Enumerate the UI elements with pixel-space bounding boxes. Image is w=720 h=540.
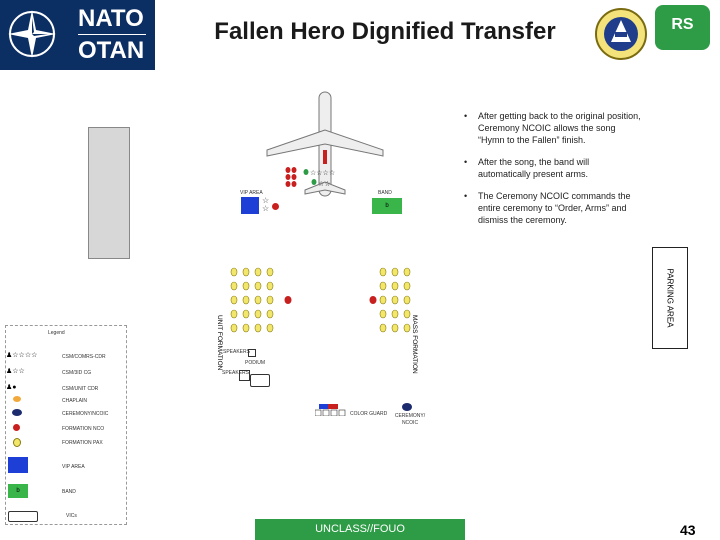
svg-text:☆☆: ☆☆	[318, 180, 331, 188]
band-label: BAND	[378, 190, 392, 196]
mass-formation-label: MASS FORMATION	[411, 315, 418, 374]
officer-icon: ♟●	[6, 384, 17, 391]
page-title: Fallen Hero Dignified Transfer	[214, 18, 556, 45]
logo-divider	[78, 34, 146, 35]
mass-formation-grid	[365, 262, 415, 337]
two-star-icon: ♟☆☆	[6, 368, 25, 375]
official-icon	[285, 167, 297, 189]
podium-icon	[239, 370, 250, 381]
legend-label: FORMATION NCO	[62, 426, 105, 432]
formation-nco-icon	[13, 424, 20, 431]
vehicle-icon	[250, 374, 270, 387]
bullet-item: • After the song, the band will automatically present arms.	[462, 156, 642, 180]
legend-label: VICs	[66, 513, 77, 519]
vip-area-label: VIP AREA	[240, 190, 263, 196]
chaplain-icon	[13, 396, 21, 402]
legend-label: FORMATION PAX	[62, 440, 103, 446]
page-number: 43	[680, 522, 696, 538]
front-officials	[285, 167, 297, 187]
ceremony-ncoic-marker	[402, 403, 412, 411]
parking-area	[652, 247, 688, 349]
hangar-area	[88, 127, 130, 259]
logo-line1: NATO	[78, 5, 144, 32]
legend-label: CHAPLAIN	[62, 398, 88, 404]
svg-text:☆☆☆☆: ☆☆☆☆	[310, 169, 336, 177]
bullet-item: • After getting back to the original position, Ceremony NCOIC allows the song “Hymn to the Fallen” finish.	[462, 110, 642, 146]
speakers-bottom-label: SPEAKERS	[222, 370, 249, 376]
bullet-item: • The Ceremony NCOIC commands the entire ceremony to “Order, Arms” and dismiss the ceremony.	[462, 190, 642, 226]
vip-stars-icon: ☆ ☆	[262, 196, 270, 213]
nato-compass-icon	[6, 8, 58, 60]
legend-label: VIP AREA	[62, 464, 85, 470]
classification-banner: UNCLASS//FOUO	[255, 519, 465, 540]
rs-badge: RS	[655, 5, 710, 50]
chaplain-marker	[272, 203, 279, 210]
vip-area-box	[241, 197, 259, 214]
speaker-icon	[248, 349, 256, 357]
division-crest-icon	[595, 4, 647, 64]
unit-formation-grid	[228, 262, 298, 337]
header	[0, 0, 720, 70]
parking-area-label: PARKING AREA	[665, 268, 675, 328]
formation-pax-icon	[13, 438, 21, 447]
vehicle-icon	[8, 511, 38, 522]
four-star-icon: ♟☆☆☆☆	[6, 352, 38, 359]
legend-label: CSM/UNIT CDR	[62, 386, 99, 392]
legend-label: BAND	[62, 489, 76, 495]
instruction-bullets	[462, 110, 642, 236]
legend-label: CSM/COMRS-CDR	[62, 354, 106, 360]
podium-label: PODIUM	[245, 360, 265, 366]
band-icon: b	[8, 484, 28, 498]
legend-label: CEREMONY/NCOIC	[62, 411, 109, 417]
color-guard-icon	[315, 404, 347, 416]
vip-area-icon	[8, 457, 28, 473]
color-guard-label: COLOR GUARD	[350, 411, 388, 417]
unit-formation-label: UNIT FORMATION	[216, 315, 223, 371]
speakers-top-label: SPEAKERS	[223, 349, 250, 355]
ncoic-icon	[12, 409, 22, 416]
band-box: b	[372, 198, 402, 214]
nato-logo	[0, 0, 155, 70]
general-officers-icon	[300, 168, 350, 190]
ceremony-ncoic-label: CEREMONY/ NCOIC	[394, 413, 426, 426]
legend-label: CSM/3ID CG	[62, 370, 92, 376]
logo-line2: OTAN	[78, 37, 145, 64]
legend-title: Legend	[48, 330, 65, 336]
